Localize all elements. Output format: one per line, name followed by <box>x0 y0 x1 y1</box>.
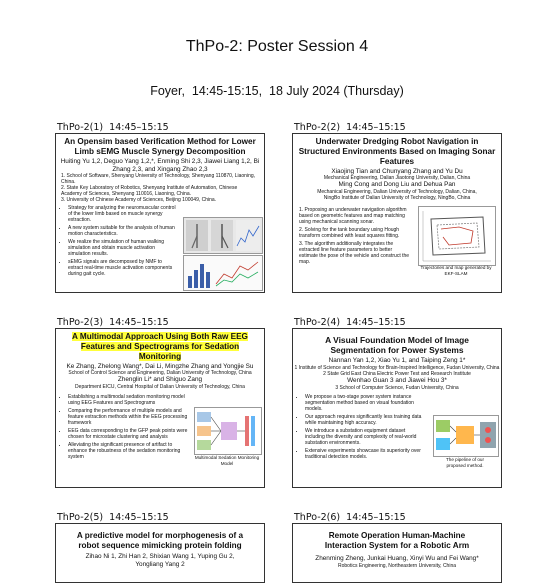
poster-4-affiliation: 1 Institute of Science and Technology for Brain-Inspired Intelligence, Fudan University, China <box>294 364 500 371</box>
list-item: • Alleviating the significant presence of artifact to enhance the robustness of the sedation monitoring system <box>68 442 188 460</box>
poster-1-slot: ThPo-2(1) 14:45–15:15 <box>57 122 169 133</box>
list-item: 2. Solving for the tank boundary using Hough transform combined with least squares fitting. <box>299 227 400 240</box>
poster-3-title <box>56 329 264 363</box>
poster-4-bullets <box>293 394 425 460</box>
poster-2-authors: Ming Cong and Dong Liu and Dehua Pan <box>338 181 456 189</box>
poster-3-affiliation: School of Control Science and Engineering, Dalian University of Technology, China <box>68 370 252 377</box>
list-item: • EEG data corresponding to the GFP peak points were chosen for microstate clustering and analysis <box>68 428 188 440</box>
list-item: • sEMG signals are decomposed by NMF to extract real-time muscle activation components during gait cycle. <box>68 259 176 277</box>
list-item: • Comparing the performance of multiple models and feature extraction methods within the EEG processing framework <box>68 408 188 426</box>
poster-6-card <box>292 523 502 583</box>
poster-3-affiliation: Department EICU, Central Hospital of Dalian University of Technology, China <box>75 384 245 391</box>
poster-3-bullets <box>56 394 188 460</box>
list-item: • A new system suitable for the analysis of human motion characteristics. <box>68 225 176 237</box>
list-item: 3. The algorithm additionally integrates the extracted line feature parameters to better estimate the pose of the vehicle and construct the map. <box>299 241 410 266</box>
poster-1-simulation-figure <box>183 217 263 254</box>
poster-1-affiliation: 1. School of Software, Shenyang University of Technology, Shenyang 110870, Liaoning, China. <box>61 173 256 186</box>
poster-2-slot: ThPo-2(2) 14:45–15:15 <box>294 122 406 133</box>
poster-4-authors: Wenhao Guan 3 and Jiawei Hou 3* <box>347 376 447 384</box>
poster-2-figure-caption: Trajectories and map generated by EKF-SLAM <box>420 265 492 276</box>
list-item: 1. Proposing an underwater navigation algorithm based on geometric features and map matching using mechanical scanning sonar. <box>299 207 407 226</box>
poster-3-figure-caption: Multimodal Sedation Monitoring Model <box>194 455 260 466</box>
list-item: • Strategy for analyzing the neuromuscular control of the lower limb based on muscle synergy extraction. <box>68 205 176 223</box>
poster-3-slot: ThPo-2(3) 14:45–15:15 <box>57 317 169 328</box>
poster-1-title: An Opensim based Verification Method for Lower Limb sEMG Muscle Synergy Decomposition <box>64 137 256 156</box>
poster-2-map-figure <box>418 206 496 266</box>
poster-4-card <box>292 328 502 488</box>
poster-1-affiliation: 3. University of Chinese Academy of Sciences, Beijing 100049, China. <box>61 197 217 204</box>
poster-1-chart-figure <box>183 255 263 291</box>
poster-6-authors: Zhenming Zheng, Junkai Huang, Xinyi Wu and Fei Wang* <box>315 554 479 562</box>
poster-5-title: A predictive model for morphogenesis of a robot sequence mimicking protein folding <box>76 531 244 550</box>
poster-5-slot: ThPo-2(5) 14:45–15:15 <box>57 512 169 523</box>
poster-4-slot: ThPo-2(4) 14:45–15:15 <box>294 317 406 328</box>
poster-6-title: Remote Operation Human-Machine Interaction System for a Robotic Arm <box>324 531 470 550</box>
page-title: ThPo-2: Poster Session 4 <box>185 38 369 55</box>
poster-4-affiliation: 2 State Grid East China Electric Power Test and Research Institute <box>323 370 471 377</box>
poster-5-authors: Zihao Ni 1, Zhi Han 2, Shixian Wang 1, Yuping Gu 2, Yongliang Yang 2 <box>85 552 235 568</box>
poster-1-affiliation: 2. State Key Laboratory of Robotics, Shenyang Institute of Automation, Chinese Academy of Sciences, Shenyang 110016, Liaoning, China. <box>61 185 238 198</box>
poster-2-authors: Xiaojing Tian and Chunyang Zhang and Yu Du <box>331 167 463 175</box>
list-item: • We realize the simulation of human walking simulation and obtain muscle activation simulation results. <box>68 239 176 257</box>
poster-2-affiliation: NingBo Institute of Dalian University of Technology, NingBo, China <box>323 195 471 202</box>
list-item: • Extensive experiments showcase its superiority over traditional detection models. <box>305 448 425 460</box>
list-item: • Establishing a multimodal sedation monitoring model using EEG Features and Spectrograms <box>68 394 188 406</box>
poster-3-card <box>55 328 265 488</box>
poster-4-pipeline-figure <box>433 415 499 457</box>
poster-2-bullets <box>293 207 411 265</box>
poster-3-authors: Zhenglin Li* and Shiguo Zang <box>117 376 203 384</box>
list-item: • We introduce a substation equipment dataset including the diversity and complexity of real-world substation environments. <box>305 428 425 446</box>
poster-3-authors: Ke Zhang, Zhelong Wang*, Dai Li, Mingzhe Zhang and Yongjie Su <box>66 362 254 370</box>
poster-5-card <box>55 523 265 583</box>
poster-6-affiliation: Robotics Engineering, Northeastern University, China <box>337 562 457 569</box>
poster-1-card <box>55 133 265 293</box>
poster-4-authors: Nannan Yan 1,2, Xiao Yu 1, and Taiping Zeng 1* <box>328 357 466 365</box>
poster-2-affiliation: Mechanical Engineering, Dalian Jiaotong University, Dalian, China <box>323 175 471 182</box>
poster-4-title: A Visual Foundation Model of Image Segmentation for Power Systems <box>325 335 469 356</box>
poster-4-affiliation: 3 School of Computer Science, Fudan University, China <box>335 384 459 391</box>
poster-3-title-text: A Multimodal Approach Using Both Raw EEG Features and Spectrograms for Sedation Monitoring <box>72 332 248 361</box>
session-location-time: Foyer, 14:45-15:15, 18 July 2024 (Thursday) <box>150 84 404 98</box>
poster-4-figure-caption: The pipeline of our proposed method. <box>445 457 485 468</box>
poster-3-model-figure <box>194 407 262 455</box>
poster-2-card <box>292 133 502 293</box>
list-item: • Our approach requires significantly less training data while maintaining high accuracy. <box>305 414 425 426</box>
poster-1-bullets <box>56 205 176 277</box>
poster-2-title: Underwater Dredging Robot Navigation in Structured Environments Based on Imaging Sonar Features <box>298 137 496 166</box>
poster-6-slot: ThPo-2(6) 14:45–15:15 <box>294 512 406 523</box>
poster-2-affiliation: Mechanical Engineering, Dalian University of Technology, Dalian, China, <box>317 189 477 196</box>
list-item: • We propose a two-stage power system instance segmentation method based on visual foundation models. <box>305 394 425 412</box>
poster-1-authors: Huiting Yu 1,2, Deguo Yang 1,2,*, Enming Shi 2,3, Jiawei Liang 1,2, Bi Zhang 2,3, and Xingang Zhao 2,3 <box>60 157 260 173</box>
